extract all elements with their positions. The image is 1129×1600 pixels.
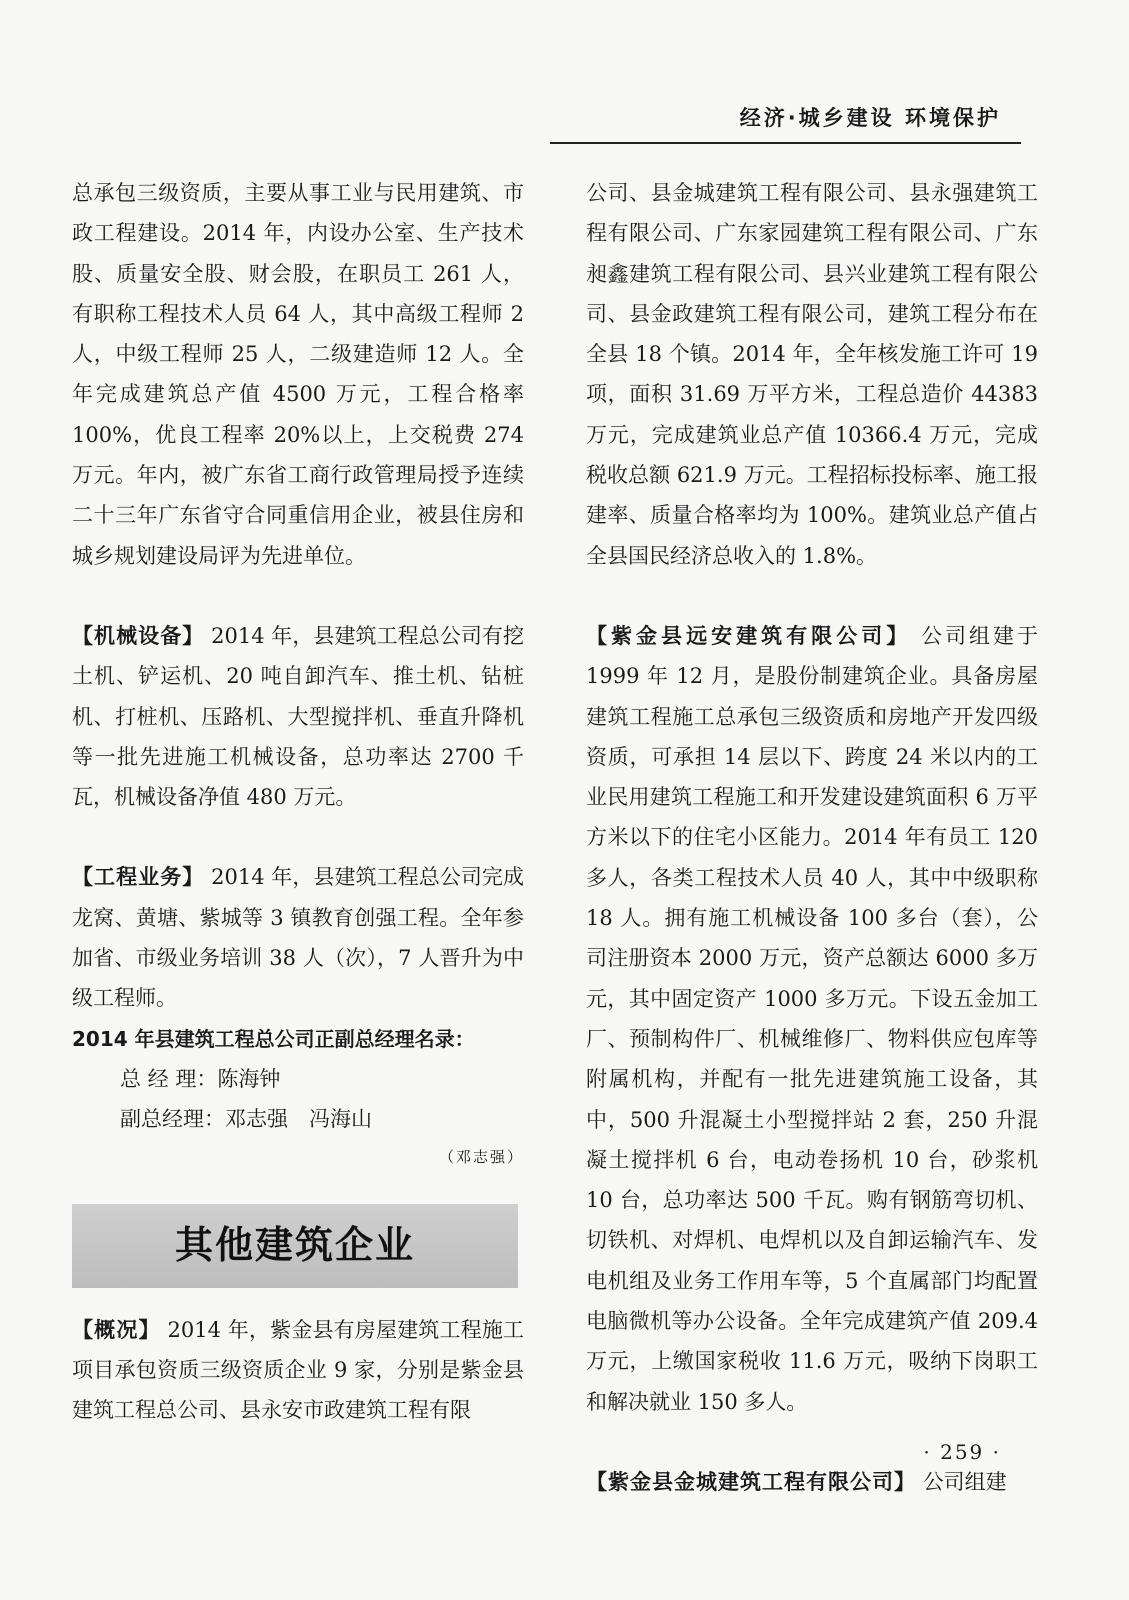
jincheng-paragraph bbox=[586, 1462, 1038, 1502]
business-paragraph bbox=[72, 857, 524, 1018]
overview-label: 【概况】 bbox=[72, 1317, 161, 1342]
right-column bbox=[586, 173, 1038, 1502]
left-column bbox=[72, 173, 524, 1430]
header-rule bbox=[550, 142, 1021, 144]
machinery-label: 【机械设备】 bbox=[72, 623, 205, 648]
yuanan-text: 公司组建于 1999 年 12 月，是股份制建筑企业。具备房屋建筑工程施工总承包三级资质和房地产开发四级资质，可承担 14 层以下、跨度 24 米以内的工业民用建筑工程施工和开发建设建筑面积 6 万平方米以下的住宅小区能力。2014 年有员工 120 多人，各类工程技术人员 40 人，其中中级职称 18 人。拥有施工机械设备 100 多台（套），公司注册资本 2000 万元，资产总额达 6000 多万元，其中固定资产 1000 多万元。下设五金加工厂、预制构件厂、机械维修厂、物料供应包库等附属机构，并配有一批先进建筑施工设备，其中，500 升混凝土小型搅拌站 2 套，250 升混凝土搅拌机 6 台，电动卷扬机 10 台，砂浆机 10 台，总功率达 500 千瓦。购有钢筋弯切机、切铁机、对焊机、电焊机以及自卸运输汽车、发电机组及业务工作用车等，5 个直属部门均配置电脑微机等办公设备。全年完成建筑产值 209.4 万元，上缴国家税收 11.6 万元，吸纳下岗职工和解决就业 150 多人。 bbox=[586, 623, 1039, 1414]
business-text: 2014 年，县建筑工程总公司完成龙窝、黄塘、紫城等 3 镇教育创强工程。全年参加省、市级业务培训 38 人（次），7 人晋升为中级工程师。 bbox=[72, 865, 524, 1011]
jincheng-label: 【紫金县金城建筑工程有限公司】 bbox=[586, 1469, 916, 1494]
running-header: 经济·城乡建设 环境保护 bbox=[739, 106, 1001, 130]
yuanan-label: 【紫金县远安建筑有限公司】 bbox=[586, 623, 912, 648]
machinery-text: 2014 年，县建筑工程总公司有挖土机、铲运机、20 吨自卸汽车、推土机、钻桩机、打桩机、压路机、大型搅拌机、垂直升降机等一批先进施工机械设备，总功率达 2700 千瓦，机械设备净值 480 万元。 bbox=[72, 623, 524, 810]
manager-list-title: 2014 年县建筑工程总公司正副总经理名录： bbox=[72, 1026, 475, 1051]
jincheng-text: 公司组建 bbox=[922, 1469, 1007, 1494]
author-credit: （邓志强） bbox=[438, 1147, 524, 1166]
section-title: 其他建筑企业 bbox=[72, 1204, 518, 1288]
business-label: 【工程业务】 bbox=[72, 865, 205, 890]
overview-paragraph bbox=[72, 1310, 524, 1431]
page-number: · 259 · bbox=[923, 1440, 1001, 1464]
deputy-managers: 副总经理：邓志强 冯海山 bbox=[120, 1107, 372, 1132]
overview-continued: 公司、县金城建筑工程有限公司、县永强建筑工程有限公司、广东家园建筑工程有限公司、广东昶鑫建筑工程有限公司、县兴业建筑工程有限公司、县金政建筑工程有限公司，建筑工程分布在全县 18 个镇。2014 年，全年核发施工许可 19 项，面积 31.69 万平方米，工程总造价 44383 万元，完成建筑业总产值 10366.4 万元，完成税收总额 621.9 万元。工程招标投标率、施工报建率、质量合格率均为 100%。建筑业总产值占全县国民经济总收入的 1.8%。 bbox=[586, 181, 1038, 568]
overview-text: 2014 年，紫金县有房屋建筑工程施工项目承包资质三级资质企业 9 家，分别是紫金县建筑工程总公司、县永安市政建筑工程有限 bbox=[72, 1317, 524, 1423]
yuanan-paragraph bbox=[586, 616, 1038, 1422]
intro-paragraph: 总承包三级资质，主要从事工业与民用建筑、市政工程建设。2014 年，内设办公室、生产技术股、质量安全股、财会股，在职员工 261 人，有职称工程技术人员 64 人，其中高级工程师 2 人，中级工程师 25 人，二级建造师 12 人。全年完成建筑总产值 4500 万元，工程合格率 100%，优良工程率 20%以上，上交税费 274 万元。年内，被广东省工商行政管理局授予连续二十三年广东省守合同重信用企业，被县住房和城乡规划建设局评为先进单位。 bbox=[72, 181, 524, 568]
machinery-paragraph bbox=[72, 616, 524, 817]
general-manager: 总 经 理：陈海钟 bbox=[120, 1066, 281, 1091]
